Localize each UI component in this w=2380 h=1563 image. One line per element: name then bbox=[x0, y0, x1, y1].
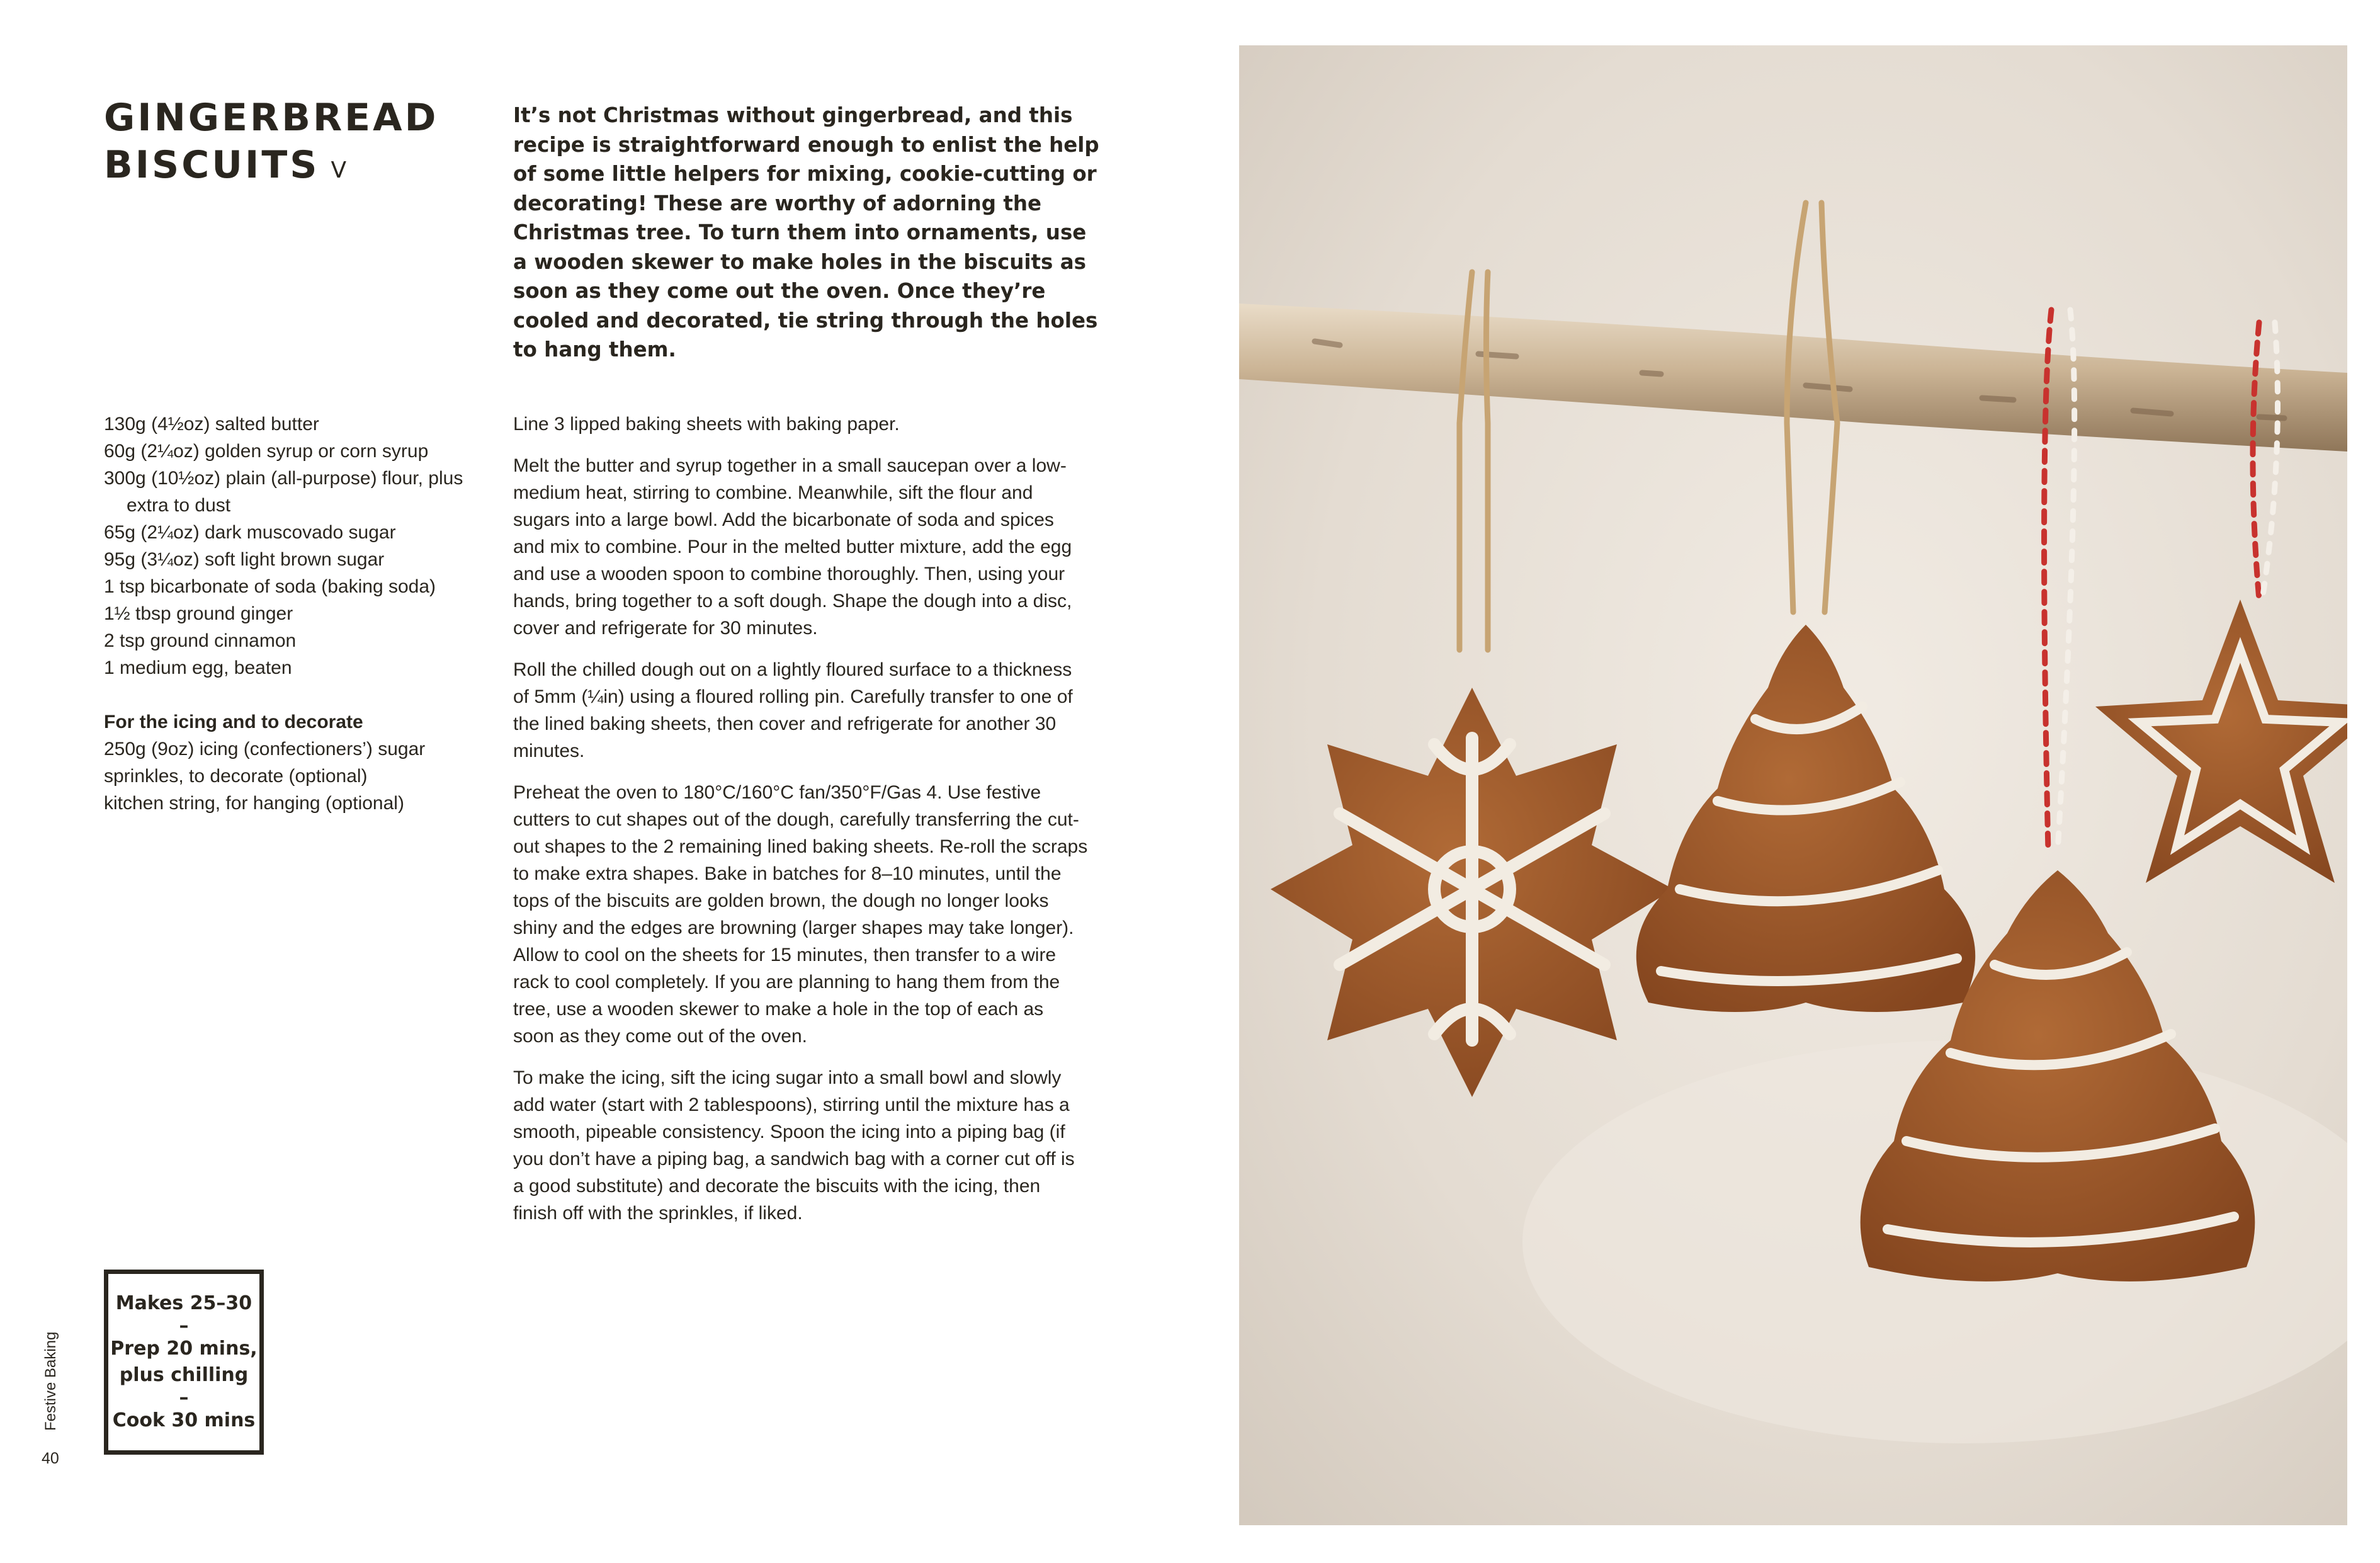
vegetarian-mark: V bbox=[331, 157, 347, 183]
method-step: Roll the chilled dough out on a lightly floured surface to a thickness of 5mm (¼in) using a floured rolling pin. Carefully transfer to one of the lined baking sheets, then cover and refrigerate for another 30 minutes. bbox=[513, 659, 1073, 761]
method-step: Line 3 lipped baking sheets with baking paper. bbox=[513, 414, 900, 435]
ingredient-item: sprinkles, to decorate (optional) bbox=[104, 766, 368, 787]
icing-list bbox=[104, 736, 482, 817]
ingredient-item: kitchen string, for hanging (optional) bbox=[104, 793, 404, 814]
photo-illustration bbox=[1239, 45, 2347, 1525]
ingredient-list bbox=[104, 411, 482, 681]
prep-time: Prep 20 mins, bbox=[110, 1338, 258, 1360]
ingredient-item: 1½ tbsp ground ginger bbox=[104, 603, 293, 624]
section-label: Festive Baking bbox=[42, 1331, 59, 1431]
prep-note: plus chilling bbox=[119, 1364, 249, 1386]
method bbox=[513, 411, 1089, 1241]
info-separator: – bbox=[179, 1387, 189, 1409]
cook-time: Cook 30 mins bbox=[112, 1409, 256, 1431]
ingredient-item: 1 medium egg, beaten bbox=[104, 657, 292, 678]
icing-heading: For the icing and to decorate bbox=[104, 712, 363, 732]
title-line-2-text: BISCUITS bbox=[104, 143, 320, 187]
yield: Makes 25–30 bbox=[115, 1292, 252, 1314]
ingredient-item: 1 tsp bicarbonate of soda (baking soda) bbox=[104, 576, 436, 597]
ingredient-item: 95g (3¼oz) soft light brown sugar bbox=[104, 549, 385, 570]
page-number: 40 bbox=[42, 1450, 59, 1467]
snowflake-biscuit bbox=[1271, 688, 1674, 1097]
title-line-1: GINGERBREAD bbox=[104, 96, 439, 140]
method-step: Preheat the oven to 180°C/160°C fan/350°F/Gas 4. Use festive cutters to cut shapes out of the dough, carefully transferring the cut-out shapes to the 2 remaining lined baking sheets. Re-roll the scraps to make extra shapes. Bake in batches for 8–10 minutes, until the tops of the biscuits are golden brown, the dough no longer looks shiny and the edges are browning (larger shapes may take longer). Allow to cool on the sheets for 15 minutes, then transfer to a wire rack to cool completely. If you are planning to hang them from the tree, use a wooden skewer to make a hole in the top of each as soon as they come out of the oven. bbox=[513, 782, 1088, 1047]
gingerbread-ornaments-photo bbox=[1239, 45, 2347, 1525]
ingredient-item: 250g (9oz) icing (confectioners’) sugar bbox=[104, 739, 426, 759]
ingredients bbox=[104, 411, 482, 817]
ingredient-item: 2 tsp ground cinnamon bbox=[104, 630, 297, 651]
recipe-intro: It’s not Christmas without gingerbread, and this recipe is straightforward enough to enlist the help of some little helpers for mixing, cookie-cutting or decorating! These are worthy of adorning the Christmas tree. To turn them into ornaments, use a wooden skewer to make holes in the biscuits as soon as they come out the oven. Once they’re cooled and decorated, tie string through the holes to hang them. bbox=[513, 103, 1099, 361]
method-step: To make the icing, sift the icing sugar into a small bowl and slowly add water (start with 2 tablespoons), stirring until the mixture has a smooth, pipeable consistency. Spoon the icing into a piping bag (if you don’t have a piping bag, a sandwich bag with a corner cut off is a good substitute) and decorate the biscuits with the icing, then finish off with the sprinkles, if liked. bbox=[513, 1067, 1075, 1224]
ingredient-item: 60g (2¼oz) golden syrup or corn syrup bbox=[104, 441, 429, 462]
title-line-2 bbox=[104, 142, 456, 194]
ingredient-item: 130g (4½oz) salted butter bbox=[104, 414, 319, 435]
info-separator: – bbox=[179, 1315, 189, 1337]
recipe-info-box bbox=[104, 1270, 264, 1455]
recipe-title bbox=[104, 94, 456, 194]
method-step: Melt the butter and syrup together in a small saucepan over a low-medium heat, stirring to combine. Meanwhile, sift the flour and sugars into a large bowl. Add the bicarbonate of soda and spices and mix to combine. Pour in the melted butter mixture, add the egg and use a wooden spoon to combine thoroughly. Then, using your hands, bring together to a soft dough. Shape the dough into a disc, cover and refrigerate for 30 minutes. bbox=[513, 455, 1072, 639]
ingredient-item: 300g (10½oz) plain (all-purpose) flour, plus extra to dust bbox=[104, 468, 463, 516]
ingredient-item: 65g (2¼oz) dark muscovado sugar bbox=[104, 522, 396, 543]
